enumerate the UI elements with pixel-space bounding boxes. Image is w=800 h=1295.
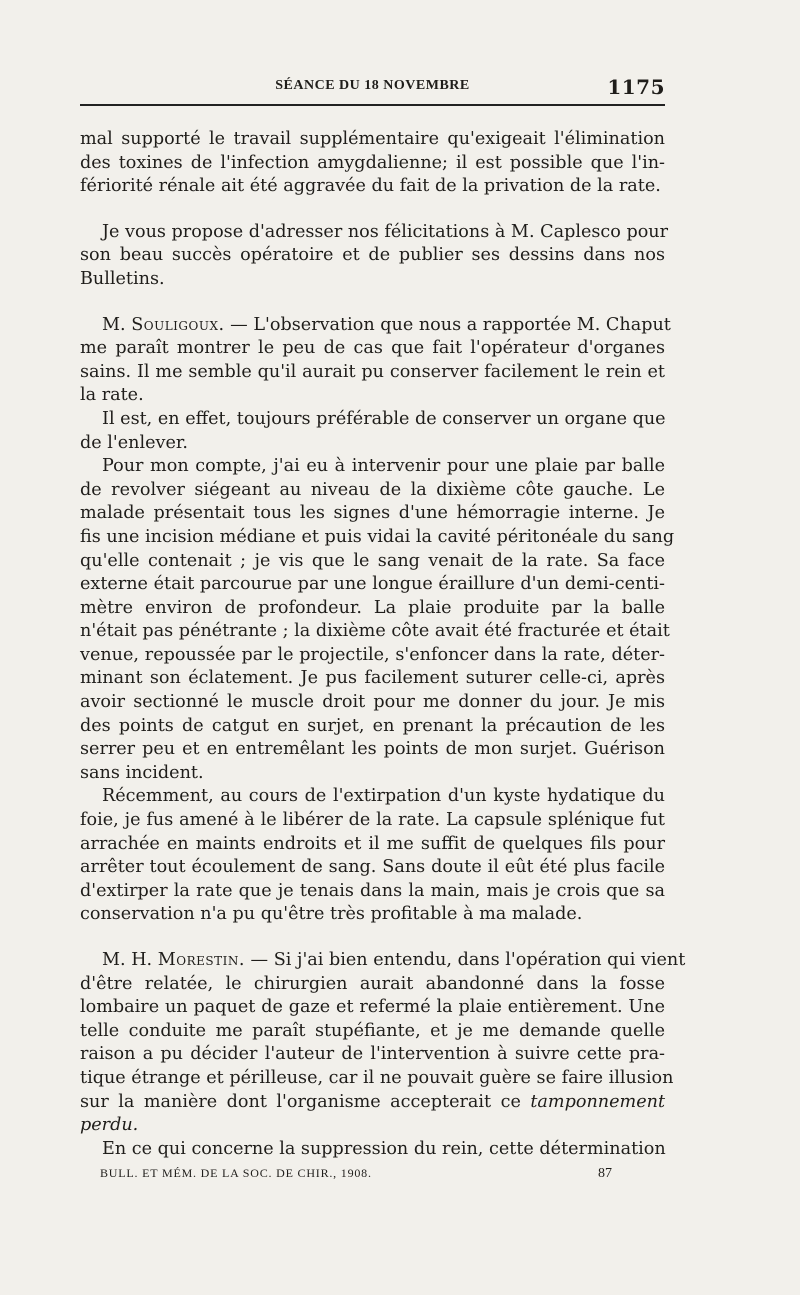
speaker-line: [80, 314, 671, 338]
text-line: tique étrange et périlleuse, car il ne pouvait guère se faire illusion: [80, 1067, 674, 1088]
paragraph-felicitations: [80, 221, 669, 292]
text-line: raison a pu décider l'auteur de l'intervention à suivre cette pra-: [80, 1044, 665, 1065]
text-line: n'était pas pénétrante ; la dixième côte avait été fracturée et était: [80, 621, 670, 642]
paragraph-conserver: [80, 408, 665, 455]
page-body: [80, 128, 686, 1161]
running-title: SÉANCE DU 18 NOVEMBRE: [275, 78, 470, 93]
text-line: [80, 1114, 665, 1138]
text-line: d'être relatée, le chirurgien aurait abandonné dans la fosse: [80, 973, 665, 994]
paragraph-kyste-hydatique: [80, 785, 665, 927]
text-segment: sur la manière dont l'organisme accepterait ce: [80, 1091, 521, 1112]
text-line: des points de catgut en surjet, en prenant la précaution de les: [80, 715, 665, 736]
text-line: de l'enlever.: [80, 432, 188, 453]
signature-mark: 87: [598, 1166, 612, 1181]
italic-text: tamponnement: [530, 1091, 666, 1112]
text-line: conservation n'a pu qu'être très profitable à ma malade.: [80, 904, 583, 925]
text-line: de revolver siégeant au niveau de la dixième côte gauche. Le: [80, 479, 665, 500]
speaker-text: — L'observation que nous a rapportée M. Chaput: [224, 314, 671, 335]
text-line: Pour mon compte, j'ai eu à intervenir pour une plaie par balle: [102, 456, 665, 477]
paragraph-morestin: [80, 949, 686, 1138]
speaker-name: Morestin.: [157, 950, 245, 970]
text-line: minant son éclatement. Je pus facilement suturer celle-ci, après: [80, 668, 665, 689]
text-line: En ce qui concerne la suppression du rein, cette détermination: [102, 1138, 666, 1159]
speaker-text: — Si j'ai bien entendu, dans l'opération qui vient: [244, 950, 686, 970]
text-line: la rate.: [80, 385, 144, 406]
page-number: 1175: [607, 75, 665, 99]
text-line: avoir sectionné le muscle droit pour me donner du jour. Je mis: [80, 692, 665, 713]
text-line: fériorité rénale ait été aggravée du fait de la privation de la rate.: [80, 176, 661, 197]
text-line: Récemment, au cours de l'extirpation d'un kyste hydatique du: [102, 786, 665, 807]
speaker-line: [80, 949, 686, 973]
text-line: Il est, en effet, toujours préférable de conserver un organe que: [102, 408, 666, 429]
page-footer: [100, 1166, 612, 1186]
text-line: [80, 1091, 665, 1115]
speaker-name: Souligoux.: [131, 314, 225, 335]
text-line: qu'elle contenait ; je vis que le sang venait de la rate. Sa face: [80, 550, 665, 571]
text-line: foie, je fus amené à le libérer de la rate. La capsule splénique fut: [80, 810, 665, 831]
text-line: Bulletins.: [80, 268, 165, 289]
text-line: lombaire un paquet de gaze et refermé la plaie entièrement. Une: [80, 997, 665, 1018]
text-line: malade présentait tous les signes d'une hémorragie interne. Je: [80, 503, 665, 524]
text-line: sains. Il me semble qu'il aurait pu conserver facilement le rein et: [80, 361, 665, 382]
speaker-prefix: M. H.: [102, 950, 158, 970]
text-line: sans incident.: [80, 762, 204, 783]
bulletin-reference: BULL. ET MÉM. DE LA SOC. DE CHIR., 1908.: [100, 1166, 372, 1180]
paragraph-plaie-par-balle: [80, 455, 675, 785]
text-line: me paraît montrer le peu de cas que fait l'opérateur d'organes: [80, 338, 665, 359]
text-line: externe était parcourue par une longue éraillure d'un demi-centi-: [80, 574, 665, 595]
header-rule: [80, 104, 665, 106]
running-header: [80, 74, 665, 98]
text-line: d'extirper la rate que je tenais dans la main, mais je crois que sa: [80, 880, 665, 901]
text-line: serrer peu et en entremêlant les points de mon surjet. Guérison: [80, 739, 665, 760]
text-line: son beau succès opératoire et de publier ses dessins dans nos: [80, 245, 665, 266]
text-line: fis une incision médiane et puis vidai la cavité péritonéale du sang: [80, 526, 675, 547]
text-line: arrêter tout écoulement de sang. Sans doute il eût été plus facile: [80, 857, 665, 878]
paragraph-renal-inferiority: [80, 128, 665, 199]
text-line: mal supporté le travail supplémentaire qu'exigeait l'élimination: [80, 129, 665, 149]
text-line: mètre environ de profondeur. La plaie produite par la balle: [80, 597, 665, 618]
paragraph-suppression-rein: [80, 1138, 665, 1162]
speaker-prefix: M.: [102, 314, 132, 335]
text-line: telle conduite me paraît stupéfiante, et je me demande quelle: [80, 1020, 665, 1041]
italic-text: perdu.: [80, 1115, 139, 1136]
text-line: Je vous propose d'adresser nos félicitations à M. Caplesco pour: [102, 221, 669, 242]
paragraph-souligoux: [80, 314, 671, 408]
text-line: venue, repoussée par le projectile, s'enfoncer dans la rate, déter-: [80, 644, 665, 665]
text-line: des toxines de l'infection amygdalienne; il est possible que l'in-: [80, 152, 665, 173]
text-line: arrachée en maints endroits et il me suffit de quelques fils pour: [80, 833, 665, 854]
